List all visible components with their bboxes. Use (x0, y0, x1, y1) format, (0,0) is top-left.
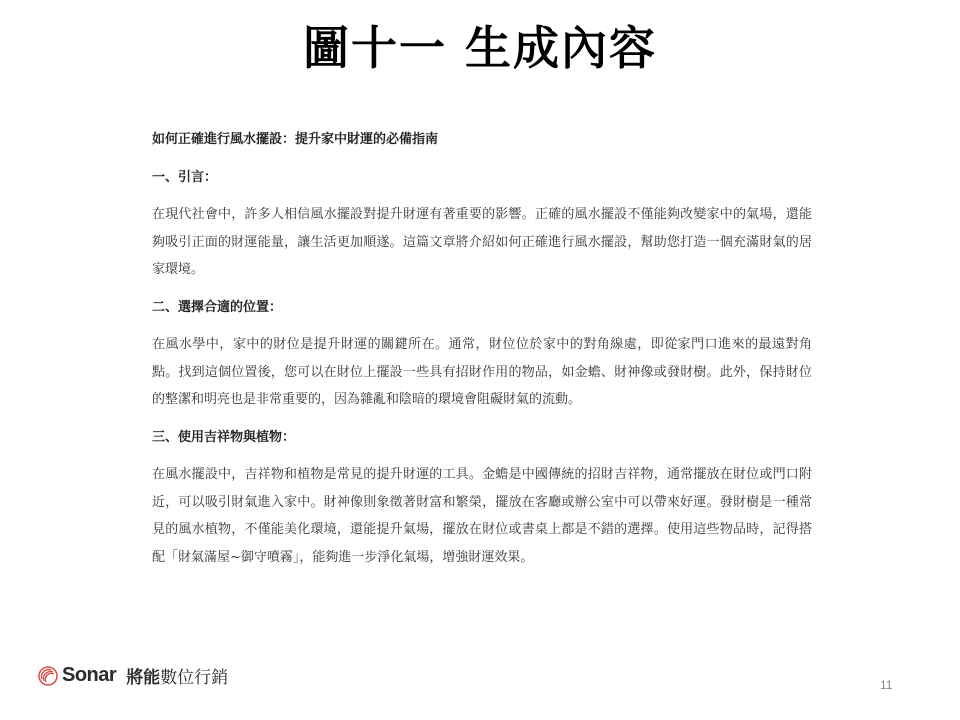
footer-logo (38, 663, 228, 688)
document-title: 如何正確進行風水擺設：提升家中財運的必備指南 (152, 132, 439, 147)
page-number: 11 (880, 678, 893, 692)
brand-name-cn (126, 663, 228, 688)
brand-name: Sonar (62, 664, 117, 686)
document-content (152, 126, 812, 571)
brand-name-cn-bold: 將能 (126, 668, 161, 688)
section-heading-location: 二、選擇合適的位置： (152, 299, 283, 315)
section-heading-intro: 一、引言： (152, 169, 218, 185)
section-body-intro: 在現代社會中，許多人相信風水擺設對提升財運有著重要的影響。正確的風水擺設不僅能夠改變家中的氣場，還能夠吸引正面的財運能量，讓生活更加順遂。這篇文章將介紹如何正確進行風水擺設，幫助您打造一個充滿財氣的居家環境。 (152, 207, 812, 277)
section-body-mascots: 在風水擺設中，吉祥物和植物是常見的提升財運的工具。金蟾是中國傳統的招財吉祥物，通常擺放在財位或門口附近，可以吸引財氣進入家中。財神像則象徵著財富和繁榮，擺放在客廳或辦公室中可以帶來好運。發財樹是一種常見的風水植物，不僅能美化環境，還能提升氣場，擺放在財位或書桌上都是不錯的選擇。使用這些物品時，記得搭配「財氣滿屋~御守噴霧」，能夠進一步淨化氣場，增強財運效果。 (152, 467, 812, 565)
sonar-logo-icon (38, 666, 58, 686)
section-body-location: 在風水學中，家中的財位是提升財運的關鍵所在。通常，財位位於家中的對角線處，即從家門口進來的最遠對角點。找到這個位置後，您可以在財位上擺設一些具有招財作用的物品，如金蟾、財神像或發財樹。此外，保持財位的整潔和明亮也是非常重要的，因為雜亂和陰暗的環境會阻礙財氣的流動。 (152, 337, 812, 407)
slide-title: 圖十一 生成內容 (302, 21, 657, 75)
section-heading-mascots: 三、使用吉祥物與植物： (152, 429, 296, 445)
brand-name-cn-regular: 數位行銷 (160, 668, 229, 688)
